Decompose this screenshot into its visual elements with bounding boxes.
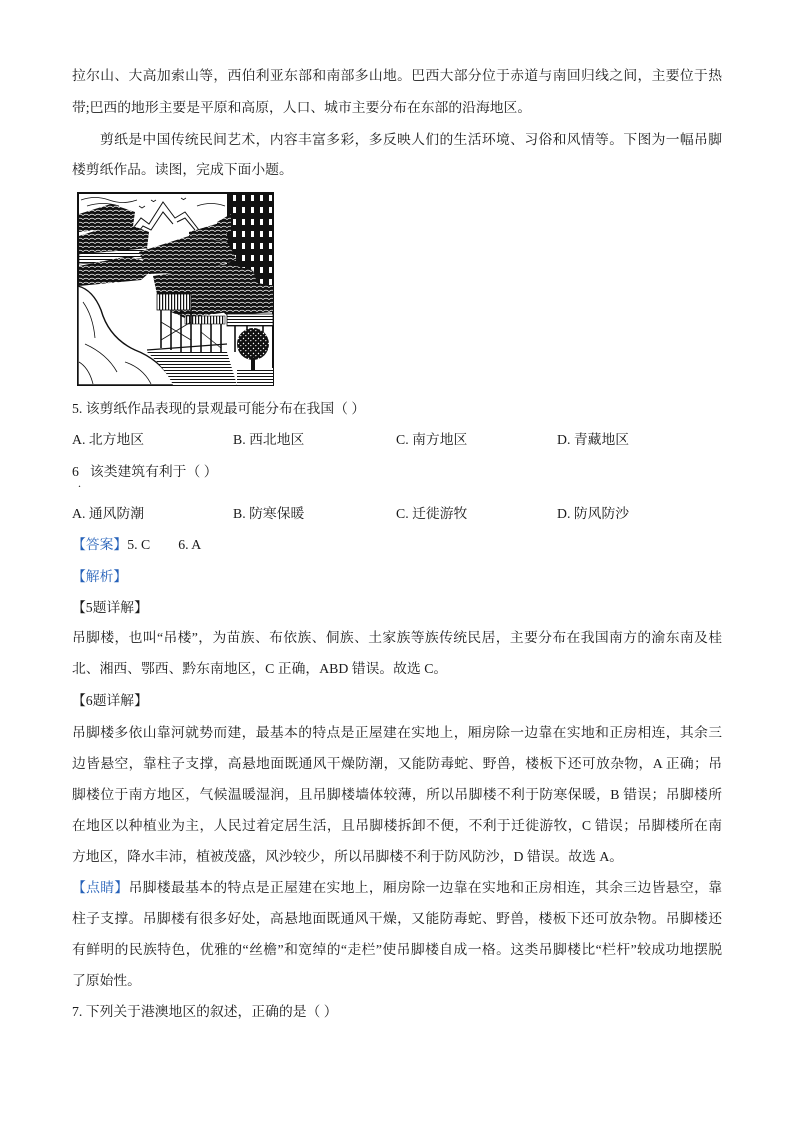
detail6-line-4: 在地区以种植业为主，人民过着定居生活，且吊脚楼拆卸不便，不利于迁徙游牧，C 错误；吊脚楼所在南 <box>72 818 722 833</box>
detail6-line-3: 脚楼位于南方地区，气候温暖湿润，且吊脚楼墙体较薄，所以吊脚楼不利于防寒保暖，B 错误；吊脚楼所 <box>72 787 722 802</box>
tip-line-4: 了原始性。 <box>72 973 141 988</box>
q6-option-a: A. 通风防潮 <box>72 506 145 521</box>
tip-line-1 <box>72 878 722 898</box>
detail6-line-5: 方地区，降水丰沛，植被茂盛，风沙较少，所以吊脚楼不利于防风防沙，D 错误。故选 A。 <box>72 849 624 864</box>
answer-label: 【答案】 <box>72 537 128 552</box>
answer-q6: 6. A <box>178 537 202 552</box>
q5-option-c: C. 南方地区 <box>396 432 468 447</box>
tip-label: 【点睛】 <box>72 880 129 895</box>
q5-option-a: A. 北方地区 <box>72 432 145 447</box>
papercut-figure <box>77 192 274 386</box>
detail6-label: 【6题详解】 <box>72 693 148 708</box>
q5-option-d: D. 青藏地区 <box>557 432 630 447</box>
tip-line-3: 有鲜明的民族特色，优雅的“丝檐”和宽绰的“走栏”使吊脚楼自成一格。这类吊脚楼比“栏杆”较成功地摆脱 <box>72 942 722 957</box>
q6-option-d: D. 防风防沙 <box>557 506 630 521</box>
detail6-line-1: 吊脚楼多依山靠河就势而建，最基本的特点是正屋建在实地上，厢房除一边靠在实地和正房相连，其余三 <box>72 725 722 740</box>
detail5-line-2: 北、湘西、鄂西、黔东南地区，C 正确，ABD 错误。故选 C。 <box>72 661 448 676</box>
water <box>237 368 273 385</box>
detail5-line-1: 吊脚楼，也叫“吊楼”，为苗族、布依族、侗族、土家族等族传统民居，主要分布在我国南方的渝东南及桂 <box>72 630 722 645</box>
q6-stem-line <box>72 462 218 482</box>
q7-stem: 7. 下列关于港澳地区的叙述，正确的是（ ） <box>72 1004 338 1019</box>
answer-line <box>72 535 201 555</box>
tip-line-2: 柱子支撑。吊脚楼有很多好处，高悬地面既通风干燥，又能防毒蛇、野兽，楼板下还可放杂物。吊脚楼还 <box>72 911 722 926</box>
q6-number-dot: . <box>78 476 81 490</box>
q6-number: 6 <box>72 464 79 479</box>
q5-stem: 5. 该剪纸作品表现的景观最可能分布在我国（ ） <box>72 401 366 416</box>
intro-line-2: 带;巴西的地形主要是平原和高原，人口、城市主要分布在东部的沿海地区。 <box>72 100 532 115</box>
q6-stem: 该类建筑有利于（ ） <box>89 464 218 479</box>
q6-option-b: B. 防寒保暖 <box>233 506 305 521</box>
q6-option-c: C. 迁徙游牧 <box>396 506 468 521</box>
detail6-line-2: 边皆悬空，靠柱子支撑，高悬地面既通风干燥防潮，又能防毒蛇、野兽，楼板下还可放杂物，A 正确；吊 <box>72 756 722 771</box>
tip-text-1: 吊脚楼最基本的特点是正屋建在实地上，厢房除一边靠在实地和正房相连，其余三边皆悬空，靠 <box>128 880 723 895</box>
q5-option-b: B. 西北地区 <box>233 432 305 447</box>
detail5-label: 【5题详解】 <box>72 600 148 615</box>
stem-line-1: 剪纸是中国传统民间艺术，内容丰富多彩，多反映人们的生活环境、习俗和风情等。下图为一幅吊脚 <box>100 132 722 148</box>
intro-line-1: 拉尔山、大高加索山等，西伯利亚东部和南部多山地。巴西大部分位于赤道与南回归线之间，主要位于热 <box>72 68 722 83</box>
answer-q5: 5. C <box>127 537 151 552</box>
stem-line-2: 楼剪纸作品。读图，完成下面小题。 <box>72 162 293 178</box>
analysis-label: 【解析】 <box>72 569 128 584</box>
